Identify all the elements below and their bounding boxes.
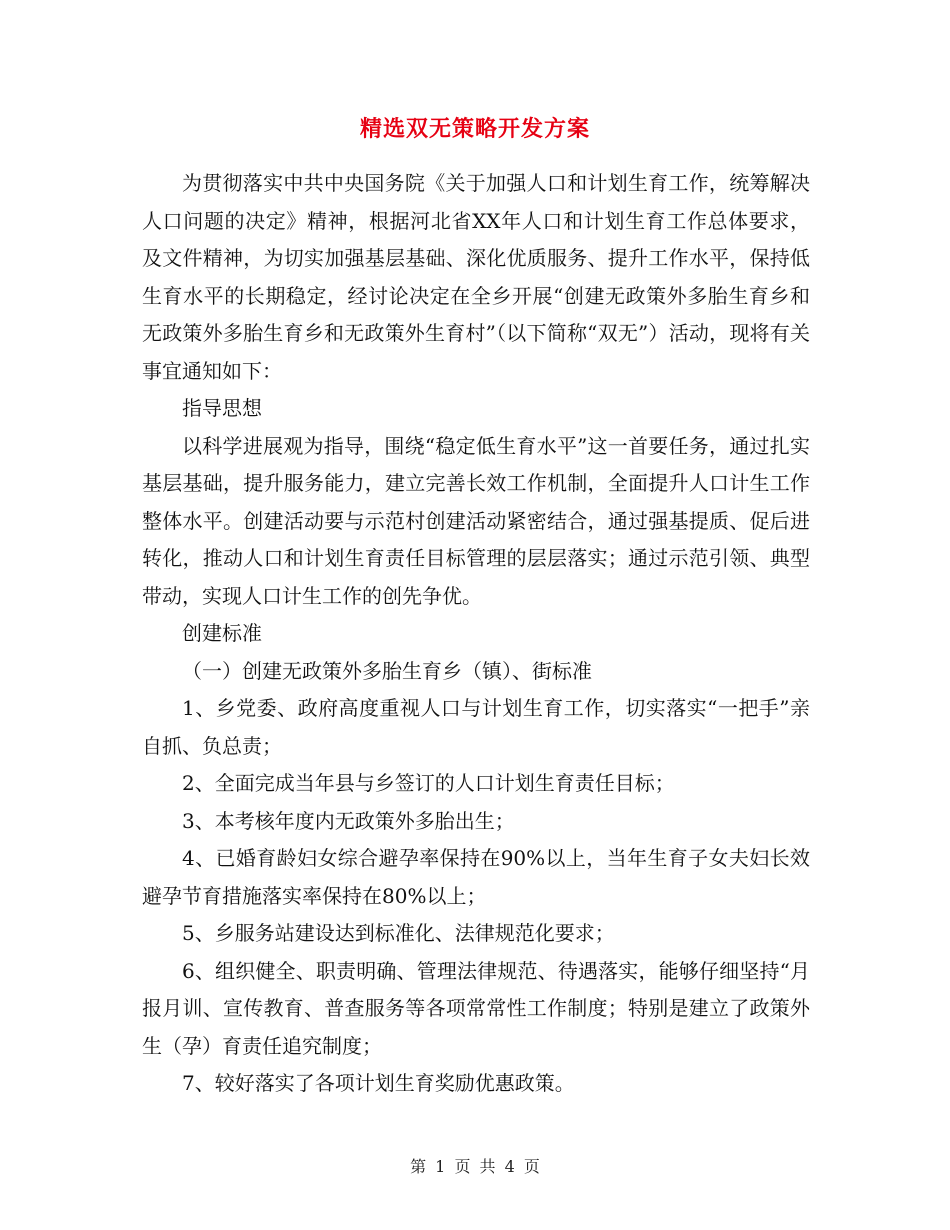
list-item: 6、组织健全、职责明确、管理法律规范、待遇落实，能够仔细坚持“月报月训、宣传教育、普查服务等各项常常性工作制度；特别是建立了政策外生（孕）育责任追究制度； [142, 958, 810, 1058]
subheading-standard-one: （一）创建无政策外多胎生育乡（镇）、街标准 [182, 658, 592, 683]
paragraph-guiding-ideology: 以科学进展观为指导，围绕“稳定低生育水平”这一首要任务，通过扎实基层基础，提升服务能力，建立完善长效工作机制，全面提升人口计生工作整体水平。创建活动要与示范村创建活动紧密结合，通过强基提质、促后进转化，推动人口和计划生育责任目标管理的层层落实；通过示范引领、典型带动，实现人口计生工作的创先争优。 [142, 433, 810, 608]
list-item: 4、已婚育龄妇女综合避孕率保持在90%以上，当年生育子女夫妇长效避孕节育措施落实率保持在80%以上； [142, 846, 810, 908]
heading-creation-standards: 创建标准 [182, 621, 262, 645]
heading-guiding-ideology: 指导思想 [182, 396, 262, 420]
page-number: 第 1 页 共 4 页 [410, 1157, 540, 1176]
list-item: 5、乡服务站建设达到标准化、法律规范化要求； [182, 921, 615, 945]
document-title: 精选双无策略开发方案 [359, 116, 590, 142]
document-body [142, 165, 810, 1103]
list-item: 3、本考核年度内无政策外多胎出生； [182, 808, 515, 833]
list-item: 7、较好落实了各项计划生育奖励优惠政策。 [182, 1071, 575, 1095]
paragraph-intro: 为贯彻落实中共中央国务院《关于加强人口和计划生育工作，统筹解决人口问题的决定》精神，根据河北省XX年人口和计划生育工作总体要求，及文件精神，为切实加强基层基础、深化优质服务、提升工作水平，保持低生育水平的长期稳定，经讨论决定在全乡开展“创建无政策外多胎生育乡和无政策外多胎生育乡和无政策外生育村”（以下简称“双无”）活动，现将有关事宜通知如下： [142, 171, 810, 383]
list-item: 2、全面完成当年县与乡签订的人口计划生育责任目标； [182, 771, 675, 795]
list-item: 1、乡党委、政府高度重视人口与计划生育工作，切实落实“一把手”亲自抓、负总责； [142, 696, 810, 758]
